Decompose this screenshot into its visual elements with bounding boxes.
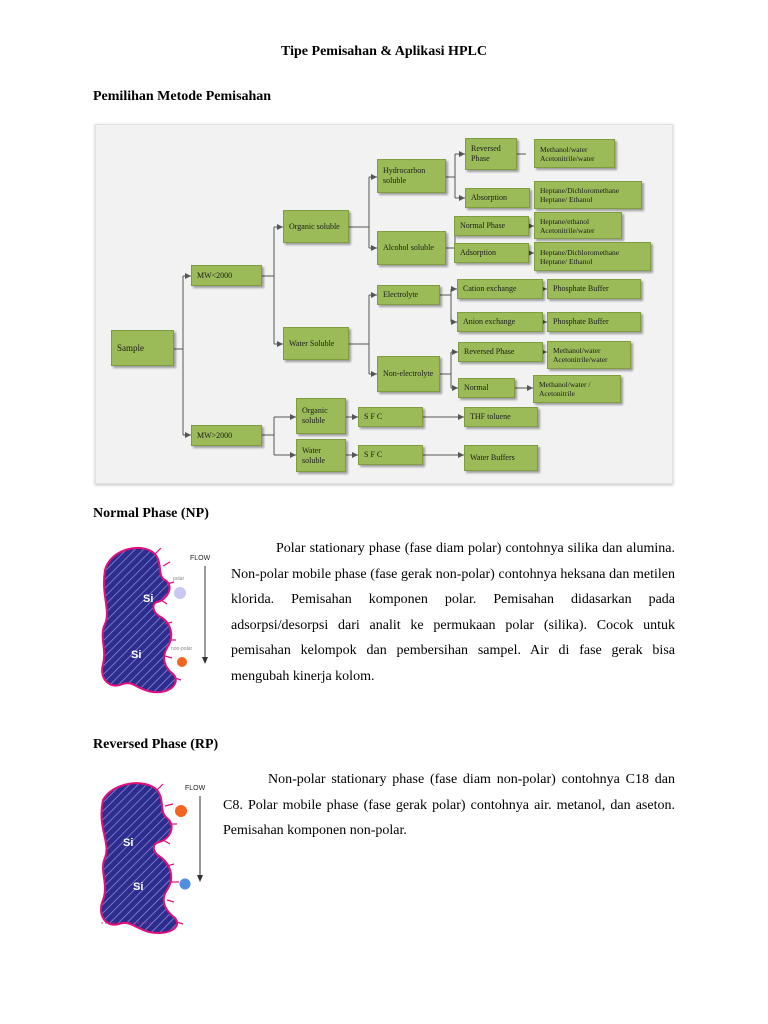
node-reversed-phase-1: Reversed Phase [465,138,517,170]
node-organic-soluble: Organic soluble [283,210,349,243]
node-sample: Sample [111,330,174,366]
polar-molecule-icon [174,587,186,599]
solvent-methanol-acetonitrile-2: Methanol/water Acetonitrile/water [547,341,631,369]
node-normal-phase: Normal Phase [454,216,529,236]
node-sfc-2: S F C [358,445,423,465]
section-heading-normal-phase: Normal Phase (NP) [93,506,209,521]
normal-phase-paragraph: Polar stationary phase (fase diam polar) contohnya silika dan alumina. Non-polar mobile phase (fase gerak non-polar) contohnya heksana dan metilen klorida. Pemisahan komponen polar. Pemisahan didasarkan pada adsorpsi/desorpsi dari analit ke permukaan polar (silika). Cocok untuk pemisahan kelompok dan pembersihan sampel. Air di fase gerak bisa mengubah kinerja kolom. [231,541,675,684]
node-absorption: Absorption [465,188,530,208]
node-reversed-phase-2: Reversed Phase [458,342,543,362]
node-hydrocarbon-soluble: Hydrocarbon soluble [377,159,446,193]
node-cation-exchange: Cation exchange [457,279,543,299]
page-title: Tipe Pemisahan & Aplikasi HPLC [281,44,487,59]
normal-phase-illustration [93,540,218,698]
section-heading-method-selection: Pemilihan Metode Pemisahan [93,89,272,104]
node-mw-under-2000: MW<2000 [191,265,262,286]
node-water-soluble: Water Soluble [283,327,349,360]
solvent-heptane-ethanol-acetonitrile: Heptane/ethanol Acetonitrile/water [534,212,622,239]
section-heading-reversed-phase: Reversed Phase (RP) [93,737,219,752]
node-normal: Normal [458,378,515,398]
node-water-buffers: Water Buffers [464,445,538,471]
node-sfc-1: S F C [358,407,423,427]
solvent-methanol-acetonitrile-3: Methanol/water / Acetonitrile [533,375,621,403]
rp-si-label-bottom: Si [133,881,144,893]
reversed-phase-paragraph: Non-polar stationary phase (fase diam non-polar) contohnya C18 dan C8. Polar mobile phase (fase gerak polar) contohnya air. metanol, dan aseton. Pemisahan komponen non-polar. [223,772,675,838]
nonpolar-molecule-icon [177,657,187,667]
si-label-bottom: Si [131,649,142,661]
rp-nonpolar-molecule-icon [175,805,187,817]
si-label-top: Si [143,593,154,605]
normal-phase-description [231,536,675,689]
polar-label: polar [173,576,185,582]
solvent-methanol-acetonitrile-1: Methanol/water Acetonitrile/water [534,139,615,168]
nonpolar-label: non-polar [171,646,193,652]
reversed-phase-illustration [93,778,218,938]
rp-flow-label: FLOW [185,785,206,792]
node-non-electrolyte: Non-electrolyte [377,356,440,392]
solvent-phosphate-buffer-1: Phosphate Buffer [547,279,641,299]
separation-tree-diagram [95,124,673,484]
node-electrolyte: Electrolyte [377,285,440,305]
rp-si-label-top: Si [123,837,134,849]
node-mw-over-2000: MW>2000 [191,425,262,446]
solvent-heptane-dichloromethane-2: Heptane/Dichloromethane Heptane/ Ethanol [534,242,651,271]
node-adsorption: Adsorption [454,243,529,263]
node-water-soluble-2: Water soluble [296,439,346,472]
reversed-phase-description [223,767,675,844]
node-organic-soluble-2: Organic soluble [296,398,346,434]
solvent-heptane-dichloromethane-1: Heptane/Dichloromethane Heptane/ Ethanol [534,181,642,209]
node-thf-toluene: THF toluene [464,407,538,427]
node-anion-exchange: Anion exchange [457,312,543,332]
solvent-phosphate-buffer-2: Phosphate Buffer [547,312,641,332]
rp-polar-molecule-icon [180,879,191,890]
node-alcohol-soluble: Alcohol soluble [377,231,446,265]
flow-label: FLOW [190,555,211,562]
